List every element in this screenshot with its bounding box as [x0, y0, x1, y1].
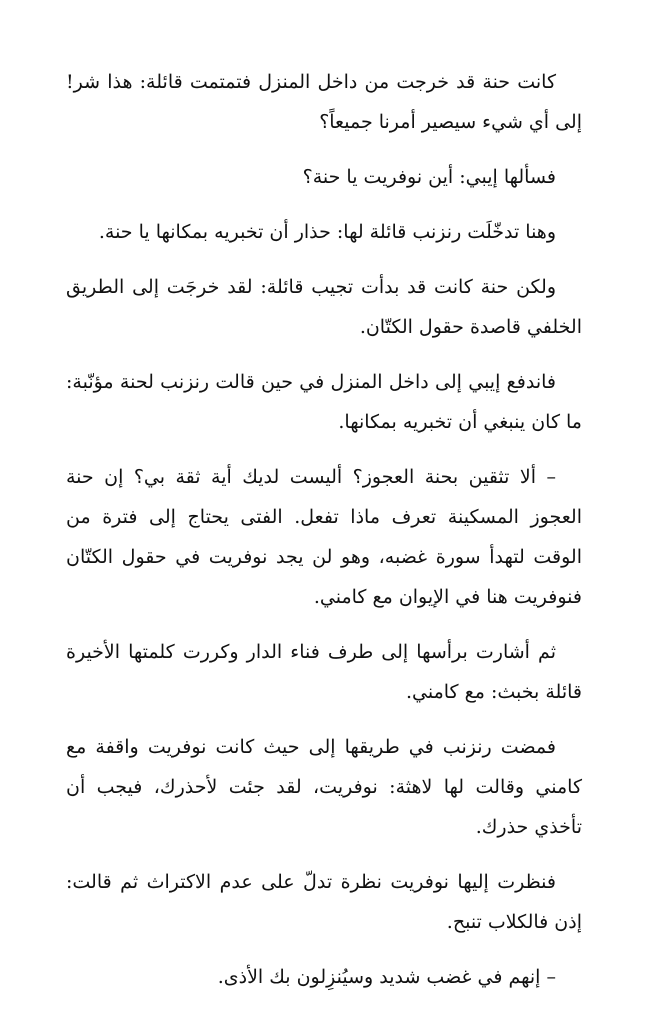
paragraph-4: ولكن حنة كانت قد بدأت تجيب قائلة: لقد خرجَت إلى الطريق الخلفي قاصدة حقول الكتّان. [66, 276, 582, 338]
paragraph-8: فمضت رنزنب في طريقها إلى حيث كانت نوفريت واقفة مع كامني وقالت لها لاهثة: نوفريت، لقد جئت لأحذرك، فيجب أن تأخذي حذرك. [66, 736, 582, 838]
paragraph-10: – إنهم في غضب شديد وسيُنزِلون بك الأذى. [217, 966, 556, 988]
paragraph-3: وهنا تدخّلَت رنزنب قائلة لها: حذار أن تخبريه بمكانها يا حنة. [98, 221, 556, 243]
paragraph-2: فسألها إيبي: أين نوفريت يا حنة؟ [302, 166, 556, 188]
paragraph-7: ثم أشارت برأسها إلى طرف فناء الدار وكررت كلمتها الأخيرة قائلة بخبث: مع كامني. [66, 641, 582, 703]
paragraph-5: فاندفع إيبي إلى داخل المنزل في حين قالت رنزنب لحنة مؤنّبة: ما كان ينبغي أن تخبريه بمكانها. [66, 371, 582, 433]
page-text [66, 62, 582, 1012]
paragraph-1: كانت حنة قد خرجت من داخل المنزل فتمتمت قائلة: هذا شر! إلى أي شيء سيصير أمرنا جميعاً؟ [66, 71, 582, 133]
paragraph-6: – ألا تثقين بحنة العجوز؟ أليست لديك أية ثقة بي؟ إن حنة العجوز المسكينة تعرف ماذا تفعل. الفتى يحتاج إلى فترة من الوقت لتهدأ سورة غضبه، وهو لن يجد نوفريت في حقول الكتّان فنوفريت هنا في الإيوان مع كامني. [66, 466, 582, 608]
paragraph-9: فنظرت إليها نوفريت نظرة تدلّ على عدم الاكتراث ثم قالت: إذن فالكلاب تنبح. [66, 871, 582, 933]
